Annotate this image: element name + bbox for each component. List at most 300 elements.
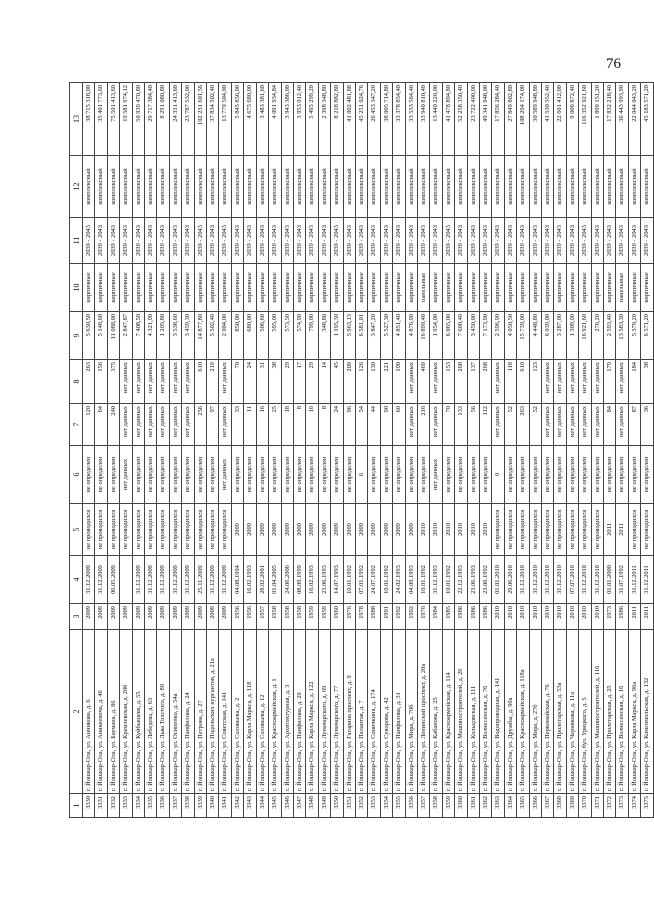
table-cell: кирпичные	[219, 264, 231, 312]
table-cell: 1976	[343, 604, 355, 630]
table-cell: нет данных	[219, 360, 231, 404]
table-cell: г. Йошкар-Ола, ул. Панфилова, д. 24	[182, 630, 194, 794]
table-cell: 3343	[244, 794, 256, 818]
table-cell: 50 939 470,80	[132, 83, 144, 156]
table-cell: не определен	[504, 446, 516, 504]
table-cell: не проводился	[504, 504, 516, 556]
table-cell: комплексный	[293, 156, 305, 218]
table-cell: 3367	[542, 794, 554, 818]
table-cell: нет данных	[120, 446, 132, 504]
table-cell: не проводился	[107, 504, 119, 556]
page-number: 76	[606, 56, 621, 72]
table-cell: г. Йошкар-Ола, ул. Пролетарская, д. 53а	[554, 630, 566, 794]
table-cell: 3350	[331, 794, 343, 818]
table-cell: 3338	[182, 794, 194, 818]
table-cell: 2039 - 2043	[355, 218, 367, 264]
table-cell: 24 331 413,60	[169, 83, 181, 156]
table-cell: нет данных	[616, 404, 628, 446]
table-cell: 1976	[417, 604, 429, 630]
table-cell: 3344	[256, 794, 268, 818]
table-cell: не определен	[405, 446, 417, 504]
table-cell: 1959	[306, 604, 318, 630]
table-cell: не проводился	[529, 504, 541, 556]
table-cell: 3342	[231, 794, 243, 818]
table-cell: нет данных	[579, 360, 591, 404]
table-row	[604, 83, 616, 818]
table-cell: 2039 - 2043	[591, 218, 603, 264]
table-cell: 2039 - 2043	[343, 218, 355, 264]
table-cell: 2039 - 2043	[256, 218, 268, 264]
table-cell: 17	[293, 360, 305, 404]
table-cell: не определен	[517, 446, 529, 504]
table-cell: 31.12.2009	[145, 556, 157, 604]
table-cell: комплексный	[107, 156, 119, 218]
table-cell: 133	[455, 404, 467, 446]
table-cell: не проводился	[641, 504, 653, 556]
table-cell: 3336	[157, 794, 169, 818]
table-cell: 15 739,00	[517, 312, 529, 360]
table-cell: 2010	[467, 504, 479, 556]
table-cell: 16 899,40	[417, 312, 429, 360]
table-cell: не проводился	[219, 504, 231, 556]
table-cell: 17 856 284,40	[492, 83, 504, 156]
table-cell: не проводился	[579, 504, 591, 556]
table-cell: 2010	[480, 504, 492, 556]
table-row	[616, 83, 628, 818]
table-cell: не проводился	[157, 504, 169, 556]
table-cell: 2 596,90	[492, 312, 504, 360]
table-cell: 10.01.1992	[417, 556, 429, 604]
table-cell: 0	[492, 446, 504, 504]
table-cell: 6	[355, 446, 367, 504]
table-cell: 45 251 024,76	[355, 83, 367, 156]
table-cell: 1956	[244, 604, 256, 630]
table-cell: 2010	[554, 604, 566, 630]
table-row	[318, 83, 330, 818]
table-cell: 3356	[405, 794, 417, 818]
table-cell: 25.11.2009	[194, 556, 206, 604]
table-cell: нет данных	[219, 404, 231, 446]
table-cell: 573,50	[281, 312, 293, 360]
table-cell: не определен	[467, 446, 479, 504]
table-cell: 29.06.2010	[504, 556, 516, 604]
table-cell: комплексный	[628, 156, 640, 218]
table-cell: 2010	[455, 504, 467, 556]
table-cell: 3368	[554, 794, 566, 818]
table-cell: 1958	[281, 604, 293, 630]
table-cell: г. Йошкар-Ола, ул. Пролетарская, д. 25	[604, 630, 616, 794]
table-cell: 268	[480, 360, 492, 404]
table-cell: 2009	[145, 604, 157, 630]
table-cell: 2039 - 2043	[641, 218, 653, 264]
table-cell: 1992	[393, 604, 405, 630]
table-cell: 23.06.1993	[318, 556, 330, 604]
table-cell: 31.12.2009	[132, 556, 144, 604]
table-cell: не определен	[641, 446, 653, 504]
table-cell: 2039 - 2043	[269, 218, 281, 264]
table-cell: 6 039,00	[542, 312, 554, 360]
table-cell: панельные	[417, 264, 429, 312]
table-cell: 31.12.2009	[95, 556, 107, 604]
table-row	[442, 83, 454, 818]
table-row	[244, 83, 256, 818]
table-cell: 29	[306, 360, 318, 404]
table-cell: 268	[455, 360, 467, 404]
table-cell: 2009	[269, 504, 281, 556]
table-cell: 2039 - 2043	[442, 218, 454, 264]
table-cell: 18	[281, 404, 293, 446]
table-row	[393, 83, 405, 818]
table-cell: 2009	[182, 604, 194, 630]
table-cell: 179	[604, 360, 616, 404]
table-cell: г. Йошкар-Ола, ул. Луначарского, д. 77	[331, 630, 343, 794]
header-row	[70, 83, 83, 818]
table-cell: нет данных	[616, 360, 628, 404]
table-cell: 2011	[628, 604, 640, 630]
table-cell: 2039 - 2043	[430, 218, 442, 264]
table-cell: не определен	[293, 446, 305, 504]
table-cell: 2010	[529, 604, 541, 630]
table-cell: 130	[368, 360, 380, 404]
table-cell: 33 940 810,40	[417, 83, 429, 156]
table-cell: г. Йошкар-Ола, ул. Комсомольская, д. 132	[641, 630, 653, 794]
table-cell: 2039 - 2043	[467, 218, 479, 264]
table-cell: 97	[207, 404, 219, 446]
table-cell: 31.12.2011	[628, 556, 640, 604]
table-cell: 1986	[455, 604, 467, 630]
table-cell: 2039 - 2043	[169, 218, 181, 264]
table-row	[355, 83, 367, 818]
table-cell: г. Йошкар-Ола, ул. Анникова, д. 6	[83, 630, 95, 794]
table-cell: 1984	[430, 604, 442, 630]
table-cell: г. Йошкар-Ола, ул. Водопроводная, д. 141	[492, 630, 504, 794]
table-cell: не проводился	[169, 504, 181, 556]
table-cell: не определен	[145, 446, 157, 504]
table-cell: кирпичные	[207, 264, 219, 312]
table-cell: 31.12.2009	[169, 556, 181, 604]
table-cell: не определен	[95, 446, 107, 504]
table-cell: не проводился	[554, 504, 566, 556]
table-cell: кирпичные	[641, 264, 653, 312]
table-row	[157, 83, 169, 818]
table-row	[293, 83, 305, 818]
table-cell: г. Йошкар-Ола, ул. Мира, д. 27б	[529, 630, 541, 794]
table-cell: 90	[380, 404, 392, 446]
table-cell: 6 065,00	[442, 312, 454, 360]
table-cell: 16 921,60	[579, 312, 591, 360]
table-cell: нет данных	[430, 404, 442, 446]
column-header-13: 13	[70, 83, 83, 156]
table-cell: кирпичные	[231, 264, 243, 312]
table-cell: 2009	[306, 504, 318, 556]
table-cell: 70	[231, 360, 243, 404]
table-cell: 2009	[207, 604, 219, 630]
table-cell: 01.04.2005	[269, 556, 281, 604]
table-cell: 41 530 352,40	[542, 83, 554, 156]
table-cell: комплексный	[145, 156, 157, 218]
table-cell: не определен	[207, 446, 219, 504]
table-cell: комплексный	[442, 156, 454, 218]
table-cell: 1959	[318, 604, 330, 630]
table-cell: 1978	[355, 604, 367, 630]
table-cell: г. Йошкар-Ола, ул. Соничкина, д. 174	[368, 630, 380, 794]
table-cell: 190	[393, 360, 405, 404]
table-cell: 2 593,40	[604, 312, 616, 360]
table-cell: 11 088,00	[107, 312, 119, 360]
table-cell: 4 675 680,00	[244, 83, 256, 156]
table-cell: 3369	[566, 794, 578, 818]
table-cell: 49 341 948,00	[480, 83, 492, 156]
table-cell: 5 527,30	[380, 312, 392, 360]
table-cell: 3 287,00	[554, 312, 566, 360]
table-cell: 1960	[331, 604, 343, 630]
table-cell: 13 583,30	[616, 312, 628, 360]
table-cell: нет данных	[492, 360, 504, 404]
table-cell: 2039 - 2043	[616, 218, 628, 264]
table-cell: нет данных	[169, 360, 181, 404]
table-cell: 1958	[269, 604, 281, 630]
table-cell: не проводился	[207, 504, 219, 556]
table-cell: комплексный	[430, 156, 442, 218]
table-row	[145, 83, 157, 818]
table-row	[331, 83, 343, 818]
table-cell: 37 834 502,40	[207, 83, 219, 156]
table-cell: 2009	[281, 504, 293, 556]
table-cell: 26 453 347,20	[368, 83, 380, 156]
table-cell: кирпичные	[455, 264, 467, 312]
table-cell: комплексный	[604, 156, 616, 218]
table-cell: 5 630,50	[83, 312, 95, 360]
table-cell: 31.07.1992	[616, 556, 628, 604]
table-cell: 28.02.2001	[256, 556, 268, 604]
table-cell: не определен	[628, 446, 640, 504]
table-cell: г. Йошкар-Ола, ул. Соловьева, д. 12	[256, 630, 268, 794]
table-cell: 2039 - 2043	[517, 218, 529, 264]
table-cell: кирпичные	[318, 264, 330, 312]
table-cell: г. Йошкар-Ола, ул. Луначарского, д. 69	[318, 630, 330, 794]
table-cell: кирпичные	[504, 264, 516, 312]
table-cell: 31.12.2010	[529, 556, 541, 604]
table-cell: не определен	[604, 446, 616, 504]
table-cell: нет данных	[542, 404, 554, 446]
table-header	[70, 83, 83, 818]
table-cell: г. Йошкар-Ола, ул. Вознесенская, д. 16	[616, 630, 628, 794]
table-cell: г. Йошкар-Ола, ул. Первомайская, д. 76	[542, 630, 554, 794]
table-cell: 31.12.2009	[207, 556, 219, 604]
table-cell: 38 005 714,80	[380, 83, 392, 156]
table-cell: г. Йошкар-Ола, ул. Лебедева, д. 63	[145, 630, 157, 794]
table-cell: 3371	[591, 794, 603, 818]
table-cell: 2 004,00	[219, 312, 231, 360]
table-cell: 3374	[628, 794, 640, 818]
table-cell: г. Йошкар-Ола, ул. Куйбышева, д. 55	[132, 630, 144, 794]
table-cell: 5 502,40	[207, 312, 219, 360]
table-cell: 2039 - 2043	[628, 218, 640, 264]
table-cell: г. Йошкар-Ола, ул. Машиностроителей, д. 116	[591, 630, 603, 794]
table-cell: 2010	[579, 604, 591, 630]
table-cell: 16.02.1993	[306, 556, 318, 604]
table-cell: кирпичные	[343, 264, 355, 312]
table-cell: не определен	[442, 446, 454, 504]
table-cell: 2039 - 2043	[95, 218, 107, 264]
table-cell: не определен	[281, 446, 293, 504]
table-cell: 10.01.1992	[442, 556, 454, 604]
table-cell: 2039 - 2043	[306, 218, 318, 264]
table-cell: не проводился	[492, 504, 504, 556]
table-cell: не определен	[244, 446, 256, 504]
table-cell: комплексный	[120, 156, 132, 218]
table-cell: 36	[641, 404, 653, 446]
table-cell: 2009	[120, 604, 132, 630]
table-cell: кирпичные	[244, 264, 256, 312]
table-cell: комплексный	[355, 156, 367, 218]
table-cell: не проводился	[95, 504, 107, 556]
table-cell: 2039 - 2043	[380, 218, 392, 264]
table-cell: 52	[504, 404, 516, 446]
table-cell: 4 448,80	[529, 312, 541, 360]
table-cell: 33 378 854,40	[393, 83, 405, 156]
table-cell: 2 398 348,80	[318, 83, 330, 156]
table-cell: не проводился	[517, 504, 529, 556]
table-row	[417, 83, 429, 818]
table-cell: 1986	[480, 604, 492, 630]
table-cell: 680,00	[244, 312, 256, 360]
table-cell: 3365	[517, 794, 529, 818]
table-cell: 2039 - 2043	[529, 218, 541, 264]
table-cell: комплексный	[343, 156, 355, 218]
table-cell: 2009	[83, 604, 95, 630]
table-cell: 2039 - 2043	[331, 218, 343, 264]
table-cell: не определен	[417, 446, 429, 504]
table-row	[405, 83, 417, 818]
table-cell: не определен	[579, 446, 591, 504]
table-cell: 4 321,90	[145, 312, 157, 360]
table-cell: 2009	[393, 504, 405, 556]
table-cell: 216	[417, 404, 429, 446]
table-cell: 1992	[405, 604, 417, 630]
table-cell: комплексный	[616, 156, 628, 218]
table-cell: 96	[343, 404, 355, 446]
table-cell: не проводился	[628, 504, 640, 556]
table-cell: г. Йошкар-Ола, ул. Машиностроителей, д. 26	[455, 630, 467, 794]
table-cell: 2039 - 2043	[604, 218, 616, 264]
table-cell: 24.06.2006	[281, 556, 293, 604]
table-cell: 31.12.2009	[182, 556, 194, 604]
table-cell: г. Йошкар-Ола, ул. Карла Маркса, д. 96а	[628, 630, 640, 794]
table-cell: 3361	[467, 794, 479, 818]
table-cell: кирпичные	[517, 264, 529, 312]
table-cell: 14	[318, 360, 330, 404]
table-cell: 24	[244, 360, 256, 404]
table-cell: нет данных	[591, 404, 603, 446]
table-cell: 54	[355, 404, 367, 446]
table-cell: 3340	[207, 794, 219, 818]
table-row	[269, 83, 281, 818]
table-cell: 6 581,01	[355, 312, 367, 360]
table-cell: не определен	[182, 446, 194, 504]
table-cell: 45	[331, 360, 343, 404]
table-cell: 41 478 894,80	[442, 83, 454, 156]
table-cell: г. Йошкар-Ола, ул. Суворова, д. 42	[380, 630, 392, 794]
table-cell: кирпичные	[579, 264, 591, 312]
table-body	[83, 83, 654, 818]
table-cell: 7 173,90	[480, 312, 492, 360]
table-cell: комплексный	[194, 156, 206, 218]
table-cell: кирпичные	[628, 264, 640, 312]
table-cell: 13 440 220,00	[430, 83, 442, 156]
table-row	[83, 83, 95, 818]
table-cell: 2039 - 2043	[120, 218, 132, 264]
table-cell: 01.01.2010	[492, 556, 504, 604]
table-cell: 3366	[529, 794, 541, 818]
table-cell: комплексный	[331, 156, 343, 218]
table-cell: не определен	[107, 446, 119, 504]
table-cell: 348,80	[318, 312, 330, 360]
column-header-8: 8	[70, 360, 83, 404]
table-cell: 2039 - 2043	[157, 218, 169, 264]
table-cell: комплексный	[169, 156, 181, 218]
table-cell: 44	[368, 404, 380, 446]
table-cell: 23 787 532,00	[182, 83, 194, 156]
table-cell: нет данных	[591, 360, 603, 404]
table-cell: 3 459,30	[182, 312, 194, 360]
table-cell: 156	[95, 360, 107, 404]
table-cell: 3330	[83, 794, 95, 818]
table-cell: кирпичные	[157, 264, 169, 312]
table-cell: не проводился	[566, 504, 578, 556]
table-row	[591, 83, 603, 818]
table-cell: 2009	[95, 604, 107, 630]
column-header-11: 11	[70, 218, 83, 264]
table-cell: 2009	[405, 504, 417, 556]
table-row	[566, 83, 578, 818]
table-cell: кирпичные	[405, 264, 417, 312]
table-cell: 2039 - 2043	[455, 218, 467, 264]
table-cell: г. Йошкар-Ола, ул. Дружбы, д. 90а	[504, 630, 516, 794]
table-cell: 2039 - 2043	[194, 218, 206, 264]
table-cell: нет данных	[492, 404, 504, 446]
table-cell: 8 218 882,80	[331, 83, 343, 156]
table-cell: нет данных	[554, 360, 566, 404]
table-cell: 04.09.1993	[405, 556, 417, 604]
table-cell: кирпичные	[467, 264, 479, 312]
table-cell: нет данных	[157, 404, 169, 446]
table-cell: кирпичные	[331, 264, 343, 312]
table-cell: 52	[529, 404, 541, 446]
table-cell: 07.01.1992	[355, 556, 367, 604]
table-cell: 2009	[157, 604, 169, 630]
table-cell: 3 450,00	[467, 312, 479, 360]
table-cell: не определен	[591, 446, 603, 504]
table-cell: 1988	[368, 604, 380, 630]
table-cell: 38	[641, 360, 653, 404]
table-cell: 610	[517, 360, 529, 404]
table-cell: 123	[529, 360, 541, 404]
table-row	[95, 83, 107, 818]
table-cell: кирпичные	[566, 264, 578, 312]
table-cell: 126	[355, 360, 367, 404]
table-cell: 3360	[455, 794, 467, 818]
table-cell: 84	[604, 404, 616, 446]
table-cell: 70	[442, 404, 454, 446]
table-cell: 2010	[542, 604, 554, 630]
table-cell: кирпичные	[132, 264, 144, 312]
table-cell: комплексный	[492, 156, 504, 218]
column-header-6: 6	[70, 446, 83, 504]
table-cell: 2009	[132, 604, 144, 630]
table-cell: г. Йошкар-Ола, ул. Красноармейская, д. 1	[269, 630, 281, 794]
table-cell: 3345	[269, 794, 281, 818]
